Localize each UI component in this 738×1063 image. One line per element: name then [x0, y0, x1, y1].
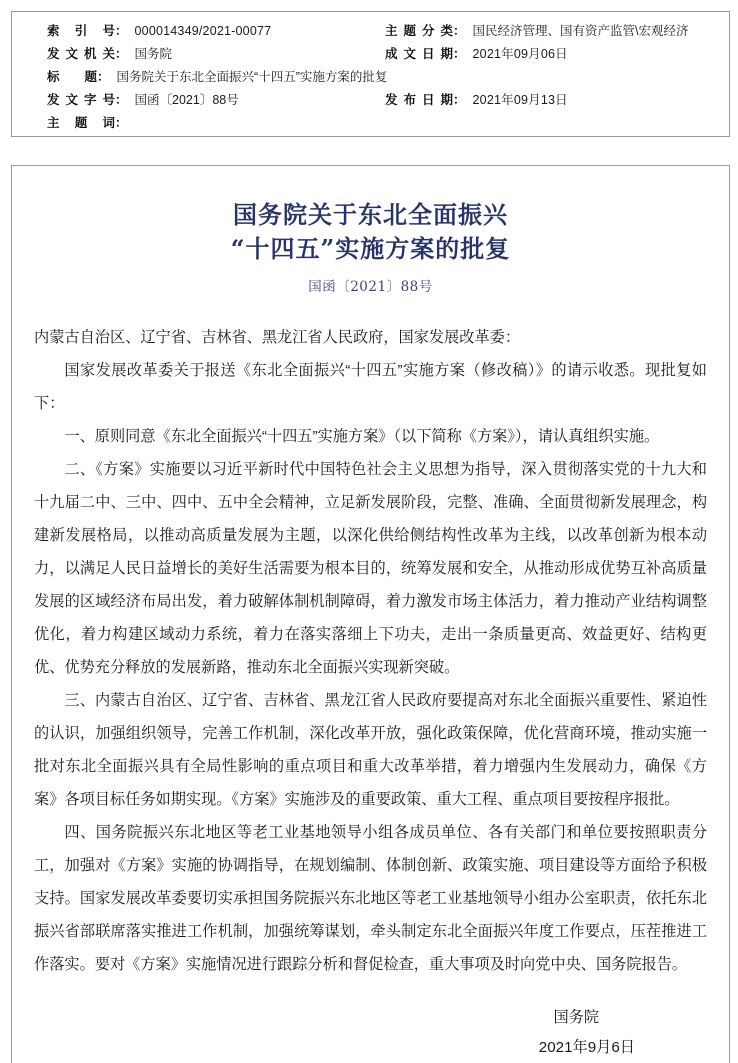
paragraph-addressee: 内蒙古自治区、辽宁省、吉林省、黑龙江省人民政府，国家发展改革委： [34, 329, 520, 346]
signature-issuer: 国务院 [553, 1009, 599, 1026]
document-metadata-box [11, 11, 730, 137]
metadata-label-subject-words: 主 题 词 [47, 116, 115, 130]
document-title [34, 198, 707, 266]
metadata-row [12, 21, 729, 44]
metadata-colon: ： [97, 70, 110, 84]
paragraph-item-3: 三、内蒙古自治区、辽宁省、吉林省、黑龙江省人民政府要提高对东北全面振兴重要性、紧迫性的认识，加强组织领导，完善工作机制，深化改革开放，强化政策保障，优化营商环境，推动实施一批对东北全面振兴具有全局性影响的重点项目和重大改革举措，着力增强内生发展动力，确保《方案》各项目标任务如期实现。《方案》实施涉及的重要政策、重大工程、重点项目要按程序报批。 [34, 692, 707, 808]
metadata-label-written-date: 成文日期 [385, 47, 453, 61]
metadata-value-document-number: 国函〔2021〕88号 [134, 93, 239, 107]
metadata-value-title: 国务院关于东北全面振兴“十四五”实施方案的批复 [116, 70, 388, 84]
metadata-row [12, 113, 729, 136]
metadata-label-published-date: 发布日期 [385, 93, 453, 107]
metadata-colon: ： [115, 24, 128, 38]
metadata-label-issuing-agency: 发文机关 [47, 47, 115, 61]
metadata-value-written-date: 2021年09月06日 [472, 47, 568, 61]
paragraph-item-1: 一、原则同意《东北全面振兴“十四五”实施方案》（以下简称《方案》），请认真组织实施。 [64, 428, 660, 445]
metadata-cell-topic-category [367, 21, 727, 39]
metadata-colon: ： [115, 93, 128, 107]
document-content-box [11, 165, 730, 1063]
metadata-cell-index-number [12, 21, 367, 39]
metadata-value-published-date: 2021年09月13日 [472, 93, 568, 107]
paragraph-item-2: 二、《方案》实施要以习近平新时代中国特色社会主义思想为指导，深入贯彻落实党的十九大和十九届二中、三中、四中、五中全会精神，立足新发展阶段，完整、准确、全面贯彻新发展理念，构建新发展格局，以推动高质量发展为主题，以深化供给侧结构性改革为主线，以改革创新为根本动力，以满足人民日益增长的美好生活需要为根本目的，统筹发展和安全，从推动形成优势互补高质量发展的区域经济布局出发，着力破解体制机制障碍，着力激发市场主体活力，着力推动产业结构调整优化，着力构建区域动力系统，着力在落实落细上下功夫，走出一条质量更高、效益更好、结构更优、优势充分释放的发展新路，推动东北全面振兴实现新突破。 [34, 461, 707, 676]
metadata-value-issuing-agency: 国务院 [134, 47, 173, 61]
signature-date: 2021年9月6日 [538, 1039, 635, 1056]
metadata-colon: ： [453, 24, 466, 38]
paragraph-item-4: 四、国务院振兴东北地区等老工业基地领导小组各成员单位、各有关部门和单位要按照职责分工，加强对《方案》实施的协调指导，在规划编制、体制创新、政策实施、项目建设等方面给予积极支持。国家发展改革委要切实承担国务院振兴东北地区等老工业基地领导小组办公室职责，依托东北振兴省部联席落实推进工作机制，加强统筹谋划，牵头制定东北全面振兴年度工作要点，压茬推进工作落实。要对《方案》实施情况进行跟踪分析和督促检查，重大事项及时向党中央、国务院报告。 [34, 824, 707, 973]
metadata-colon: ： [115, 116, 128, 130]
metadata-value-index-number: 000014349/2021-00077 [134, 24, 272, 38]
metadata-cell-subject-words [12, 113, 367, 131]
metadata-row [12, 90, 729, 113]
metadata-cell-title [12, 67, 388, 85]
document-body [34, 321, 707, 981]
metadata-label-topic-category: 主题分类 [385, 24, 453, 38]
metadata-label-document-number: 发文字号 [47, 93, 115, 107]
document-title-line-2: “十四五”实施方案的批复 [230, 234, 511, 263]
metadata-value-topic-category: 国民经济管理、国有资产监管\宏观经济 [472, 24, 689, 38]
metadata-colon: ： [115, 47, 128, 61]
metadata-row [12, 67, 729, 90]
document-signature [34, 1003, 707, 1063]
metadata-cell-written-date [367, 44, 727, 62]
metadata-row [12, 44, 729, 67]
document-title-line-1: 国务院关于东北全面振兴 [233, 200, 508, 229]
metadata-colon: ： [453, 93, 466, 107]
metadata-colon: ： [453, 47, 466, 61]
metadata-label-index-number: 索 引 号 [47, 24, 115, 38]
metadata-label-title: 标 题 [47, 70, 98, 84]
paragraph-preamble: 国家发展改革委关于报送《东北全面振兴“十四五”实施方案（修改稿）》的请示收悉。现批复如下： [34, 362, 707, 412]
document-number: 国函〔2021〕88号 [308, 279, 433, 295]
metadata-cell-issuing-agency [12, 44, 367, 62]
metadata-cell-published-date [367, 90, 727, 108]
metadata-grid [12, 21, 729, 136]
metadata-cell-document-number [12, 90, 367, 108]
